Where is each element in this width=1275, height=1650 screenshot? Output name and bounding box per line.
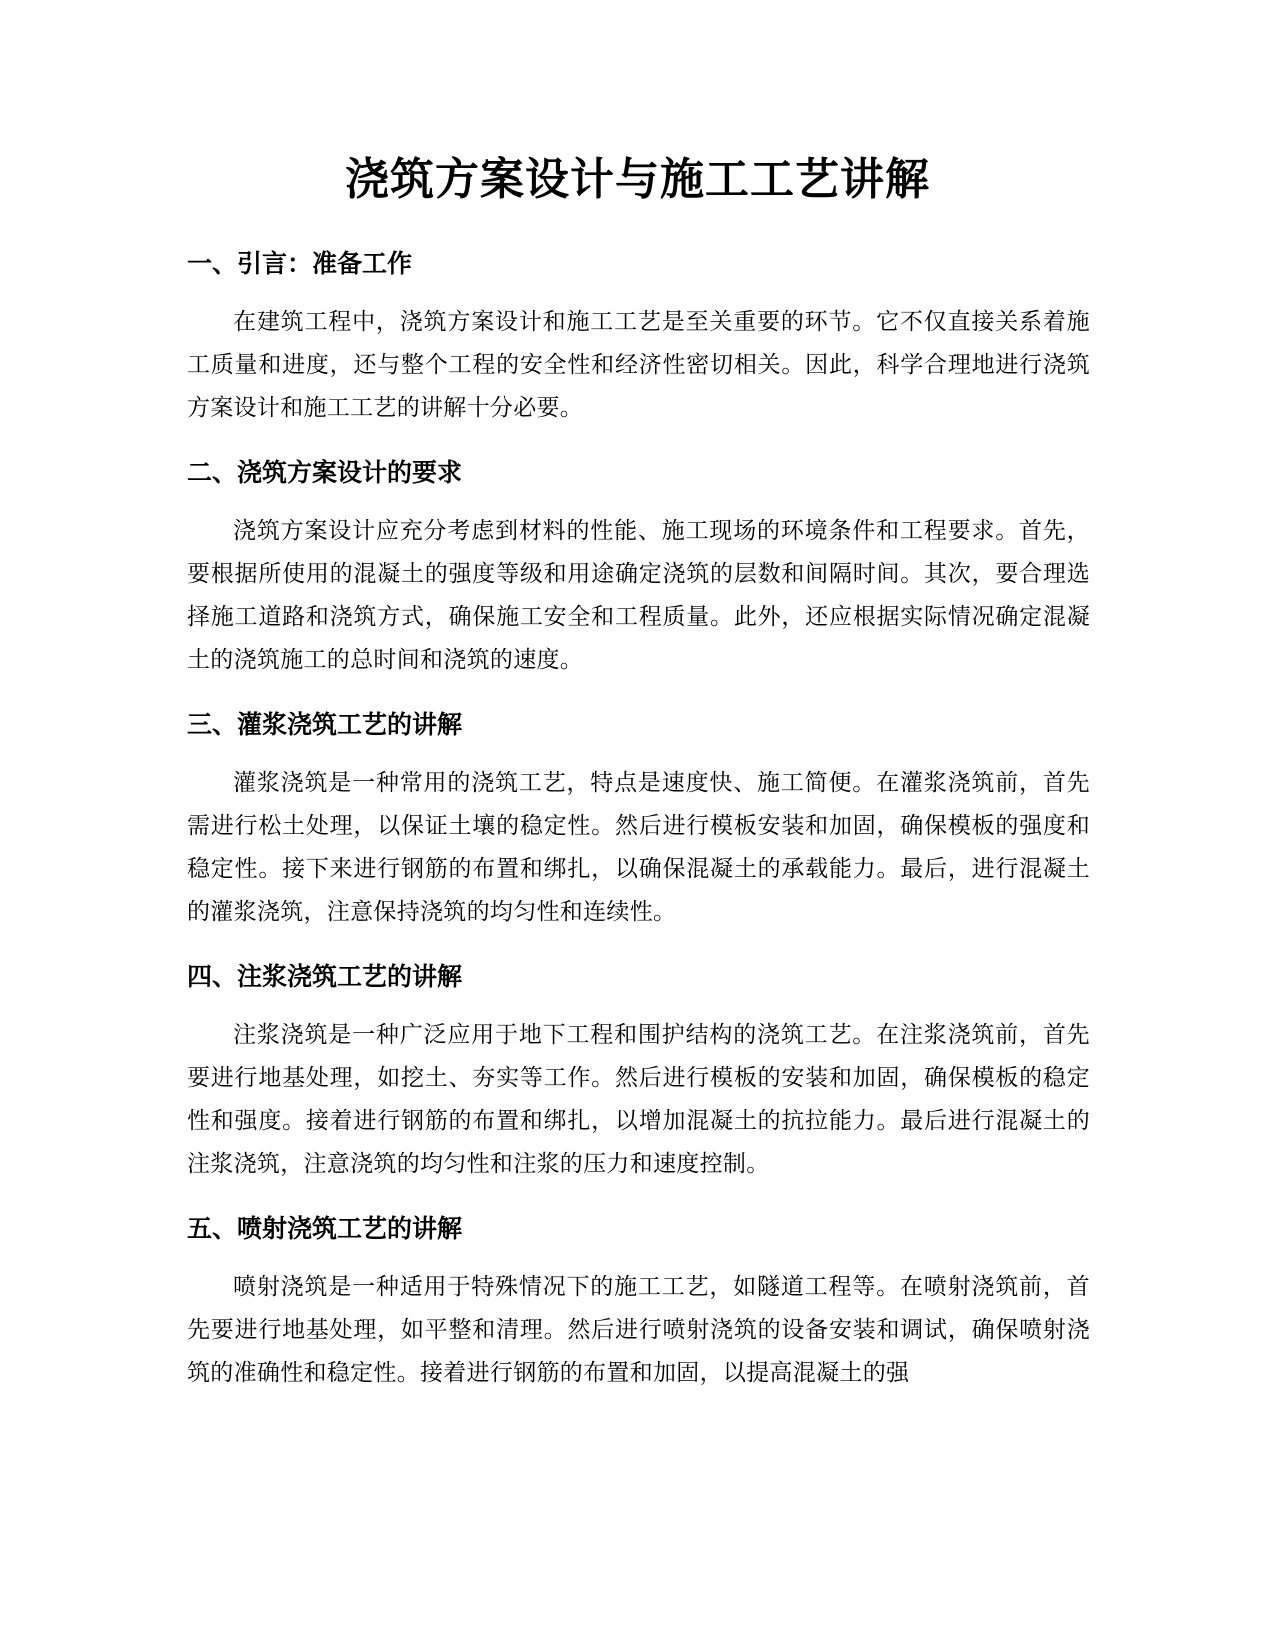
section-paragraph: 灌浆浇筑是一种常用的浇筑工艺，特点是速度快、施工简便。在灌浆浇筑前，首先需进行松土处理，以保证土壤的稳定性。然后进行模板安装和加固，确保模板的强度和稳定性。接下来进行钢筋的布置和绑扎，以确保混凝土的承载能力。最后，进行混凝土的灌浆浇筑，注意保持浇筑的均匀性和连续性。 [187,770,1090,925]
section-spray-pour [187,1209,1090,1395]
section-heading: 二、浇筑方案设计的要求 [187,458,463,487]
document-title: 浇筑方案设计与施工工艺讲解 [345,154,930,205]
section-grouting-pour [187,705,1090,934]
section-injection-pour [187,957,1090,1186]
section-design-requirements [187,453,1090,682]
section-heading: 三、灌浆浇筑工艺的讲解 [187,710,463,739]
section-heading: 五、喷射浇筑工艺的讲解 [187,1214,463,1243]
section-heading: 四、注浆浇筑工艺的讲解 [187,962,463,991]
section-introduction [187,244,1090,430]
section-paragraph: 浇筑方案设计应充分考虑到材料的性能、施工现场的环境条件和工程要求。首先，要根据所使用的混凝土的强度等级和用途确定浇筑的层数和间隔时间。其次，要合理选择施工道路和浇筑方式，确保施工安全和工程质量。此外，还应根据实际情况确定混凝土的浇筑施工的总时间和浇筑的速度。 [187,518,1090,673]
document-body [187,244,1090,1418]
section-paragraph: 喷射浇筑是一种适用于特殊情况下的施工工艺，如隧道工程等。在喷射浇筑前，首先要进行地基处理，如平整和清理。然后进行喷射浇筑的设备安装和调试，确保喷射浇筑的准确性和稳定性。接着进行钢筋的布置和加固，以提高混凝土的强 [187,1274,1090,1386]
section-heading: 一、引言：准备工作 [187,249,413,278]
section-paragraph: 在建筑工程中，浇筑方案设计和施工工艺是至关重要的环节。它不仅直接关系着施工质量和进度，还与整个工程的安全性和经济性密切相关。因此，科学合理地进行浇筑方案设计和施工工艺的讲解十分必要。 [187,309,1090,421]
section-paragraph: 注浆浇筑是一种广泛应用于地下工程和围护结构的浇筑工艺。在注浆浇筑前，首先要进行地基处理，如挖土、夯实等工作。然后进行模板的安装和加固，确保模板的稳定性和强度。接着进行钢筋的布置和绑扎，以增加混凝土的抗拉能力。最后进行混凝土的注浆浇筑，注意浇筑的均匀性和注浆的压力和速度控制。 [187,1022,1090,1177]
